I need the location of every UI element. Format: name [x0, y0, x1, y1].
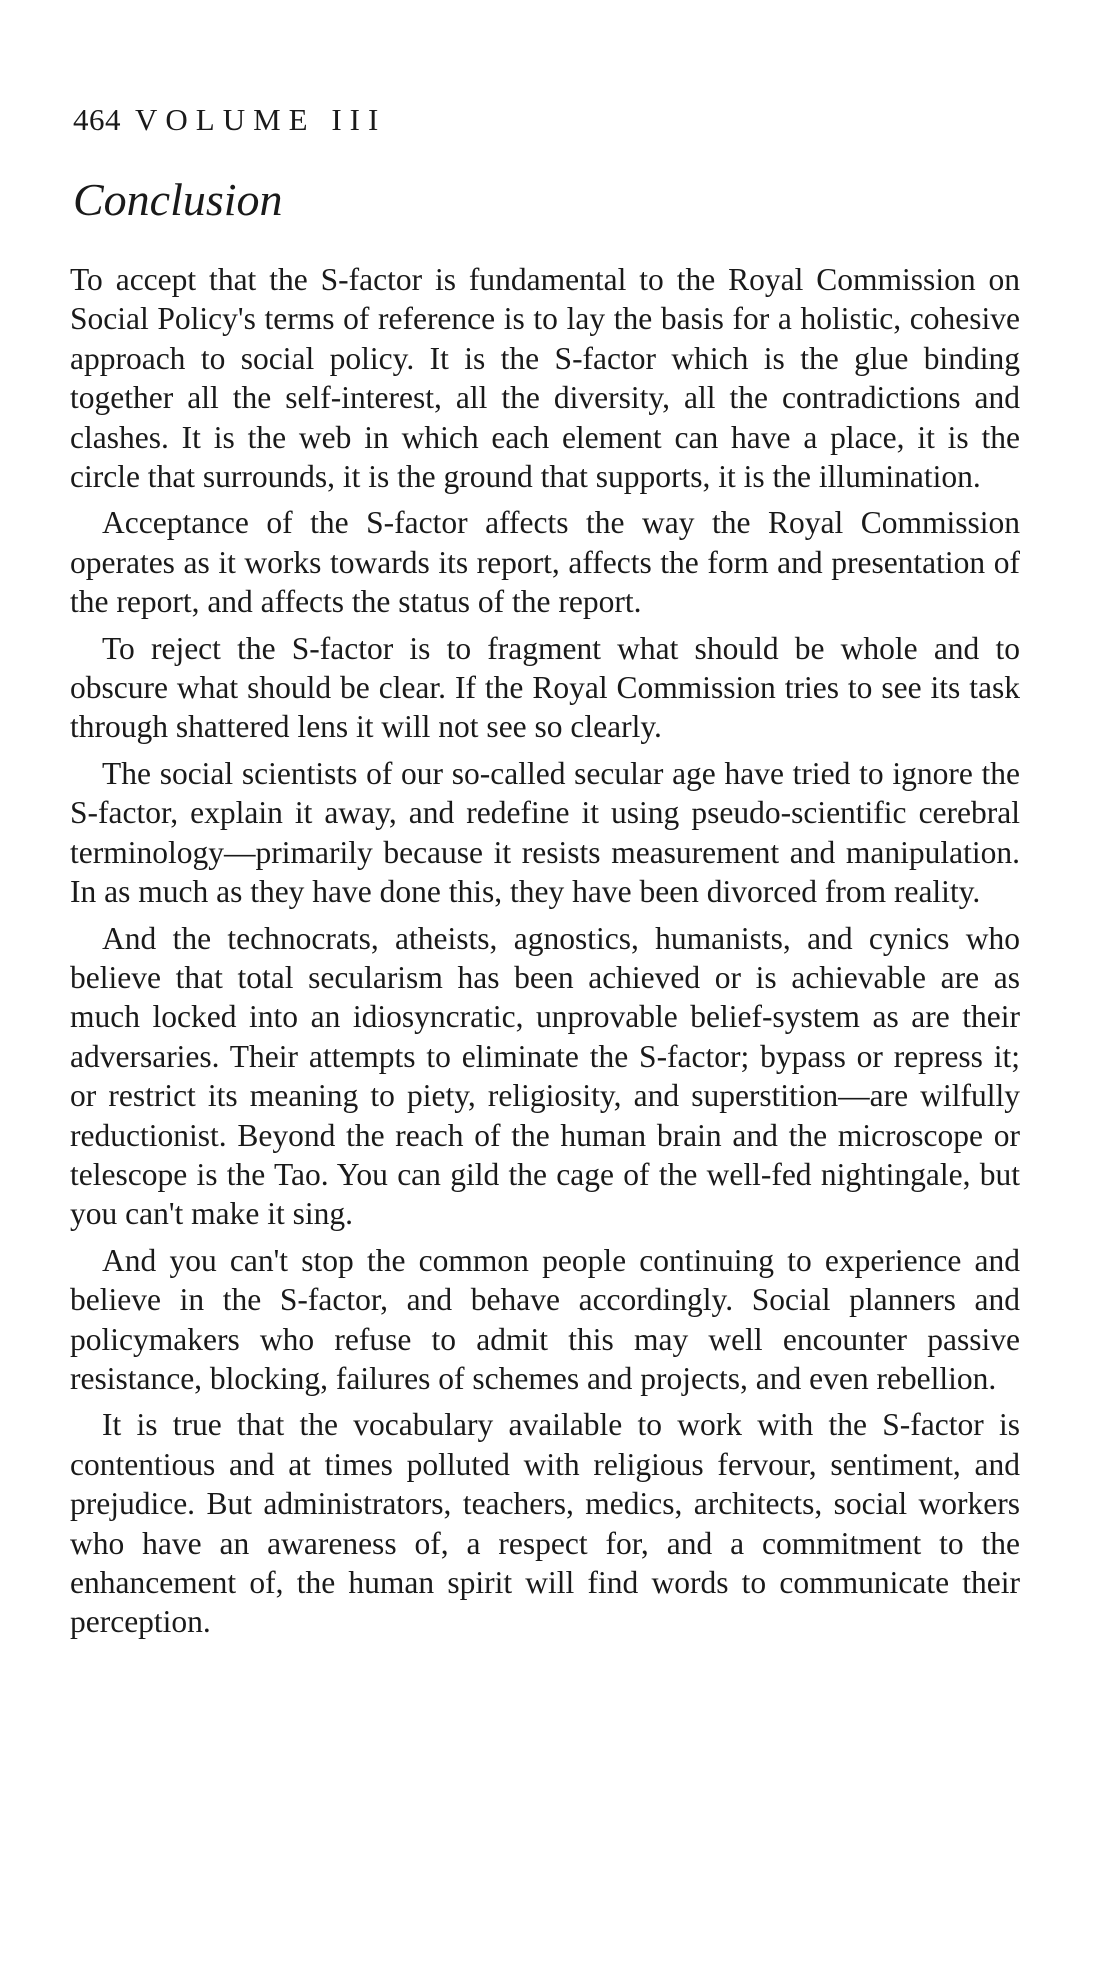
paragraph: And the technocrats, atheists, agnostics, humanists, and cynics who believe that total secularism has been achieved or is achievable are as much locked into an idiosyncratic, unprovable belief-system as are their adversaries. Their attempts to eliminate the S-factor; bypass or repress it; or restrict its meaning to piety, religiosity, and superstition—are wilfully reductionist. Beyond the reach of the human brain and the microscope or telescope is the Tao. You can gild the cage of the well-fed nightingale, but you can't make it sing. [70, 920, 1020, 1232]
paragraph: Acceptance of the S-factor affects the way the Royal Commission operates as it works towards its report, affects the form and presentation of the report, and affects the status of the report. [70, 505, 1020, 620]
paragraph: It is true that the vocabulary available to work with the S-factor is contentious and at times polluted with religious fervour, sentiment, and prejudice. But administrators, teachers, medics, architects, social workers who have an awareness of, a respect for, and a commitment to the enhancement of, the human spirit will find words to communicate their perception. [70, 1407, 1020, 1640]
volume-label: VOLUME III [135, 102, 387, 137]
paragraph: The social scientists of our so-called secular age have tried to ignore the S-factor, explain it away, and redefine it using pseudo-scientific cerebral terminology—primarily because it resists measurement and manipulation. In as much as they have done this, they have been divorced from reality. [70, 755, 1020, 910]
paragraph: And you can't stop the common people continuing to experience and believe in the S-factor, and behave accordingly. Social planners and policymakers who refuse to admit this may well encounter passive resistance, blocking, failures of schemes and projects, and even rebellion. [70, 1242, 1020, 1396]
running-head [73, 100, 386, 140]
paragraph: To accept that the S-factor is fundamental to the Royal Commission on Social Policy's terms of reference is to lay the basis for a holistic, cohesive approach to social policy. It is the S-factor which is the glue binding together all the self-interest, all the diversity, all the contradictions and clashes. It is the web in which each element can have a place, it is the circle that surrounds, it is the ground that supports, it is the illumination. [70, 262, 1020, 495]
page-number: 464 [73, 102, 121, 137]
paragraph: To reject the S-factor is to fragment what should be whole and to obscure what should be clear. If the Royal Commission tries to see its task through shattered lens it will not see so clearly. [70, 630, 1020, 745]
body-text [70, 260, 1020, 1649]
section-title: Conclusion [73, 174, 283, 225]
